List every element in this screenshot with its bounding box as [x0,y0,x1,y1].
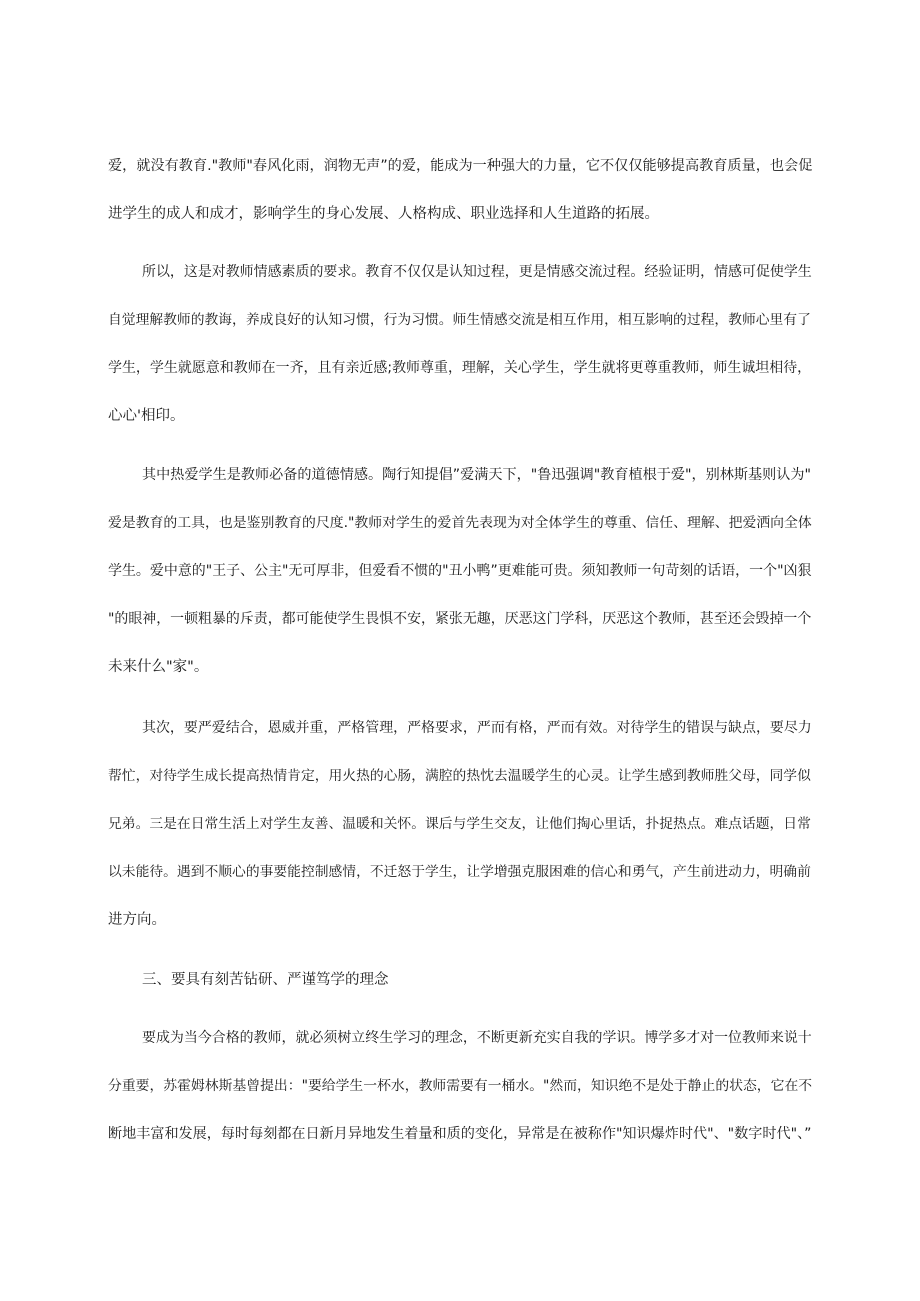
paragraph-3-line-1: 其中热爱学生是教师必备的道德情感。陶行知提倡”爱满天下，"鲁迅强调"教育植根于爱"，别林斯基则认为" [142,467,811,483]
paragraph-2-line-1: 所以，这是对教师情感素质的要求。教育不仅仅是认知过程，更是情感交流过程。经验证明，情感可促使学生 [142,264,812,280]
paragraph-4-line-5: 进方向。 [108,912,166,928]
paragraph-3-line-3: 学生。爱中意的"王子、公主"无可厚非，但爱看不惯的"丑小鸭”更难能可贵。须知教师一句苛刻的话语，一个"凶狠 [108,563,812,579]
paragraph-2-line-4: 心心'相印。 [108,408,185,424]
paragraph-2-line-3: 学生，学生就愿意和教师在一齐，且有亲近感;教师尊重，理解，关心学生，学生就将更尊重教师，师生诚坦相待， [108,360,812,376]
paragraph-5-line-3: 断地丰富和发展，每时每刻都在日新月异地发生着量和质的变化，异常是在被称作"知识爆炸时代"、"数字时代"、” [108,1126,812,1142]
paragraph-3-line-2: 爱是教育的工具，也是鉴别教育的尺度."教师对学生的爱首先表现为对全体学生的尊重、信任、理解、把爱洒向全体 [108,515,812,531]
paragraph-3-line-5: 未来什么"家"。 [108,659,209,675]
paragraph-2-line-2: 自觉理解教师的教诲，养成良好的认知习惯，行为习惯。师生情感交流是相互作用，相互影响的过程，教师心里有了 [108,312,811,328]
paragraph-4-line-4: 以未能待。遇到不顺心的事要能控制感情，不迁怒于学生，让学增强克服困难的信心和勇气，产生前进动力，明确前 [108,864,811,880]
section-heading-text: 三、要具有刻苦钻研、严谨笃学的理念 [142,972,389,988]
paragraph-4-line-1: 其次，要严爱结合，恩威并重，严格管理，严格要求，严而有格，严而有效。对待学生的错误与缺点，要尽力 [142,720,812,736]
paragraph-5-line-2: 分重要，苏霍姆林斯基曾提出："要给学生一杯水，教师需要有一桶水。"然而，知识绝不是处于静止的状态，它在不 [108,1078,813,1094]
paragraph-3-line-4: "的眼神，一顿粗暴的斥责，都可能使学生畏惧不安，紧张无趣，厌恶这门学科，厌恶这个教师，甚至还会毁掉一个 [108,611,812,627]
paragraph-1-line-2: 进学生的成人和成才，影响学生的身心发展、人格构成、职业选择和人生道路的拓展。 [108,206,659,222]
paragraph-4-line-2: 帮忙，对待学生成长提高热情肯定，用火热的心肠，满腔的热忱去温暖学生的心灵。让学生感到教师胜父母，同学似 [108,768,811,784]
paragraph-4-line-3: 兄弟。三是在日常生活上对学生友善、温暖和关怀。课后与学生交友，让他们掏心里话，扑捉热点。难点话题，日常 [108,816,811,832]
paragraph-5-line-1: 要成为当今合格的教师，就必须树立终生学习的理念，不断更新充实自我的学识。博学多才对一位教师来说十 [142,1030,812,1046]
paragraph-1-line-1: 爱，就没有教育."教师"春风化雨，润物无声”的爱，能成为一种强大的力量，它不仅仅能够提高教育质量，也会促 [108,158,813,174]
